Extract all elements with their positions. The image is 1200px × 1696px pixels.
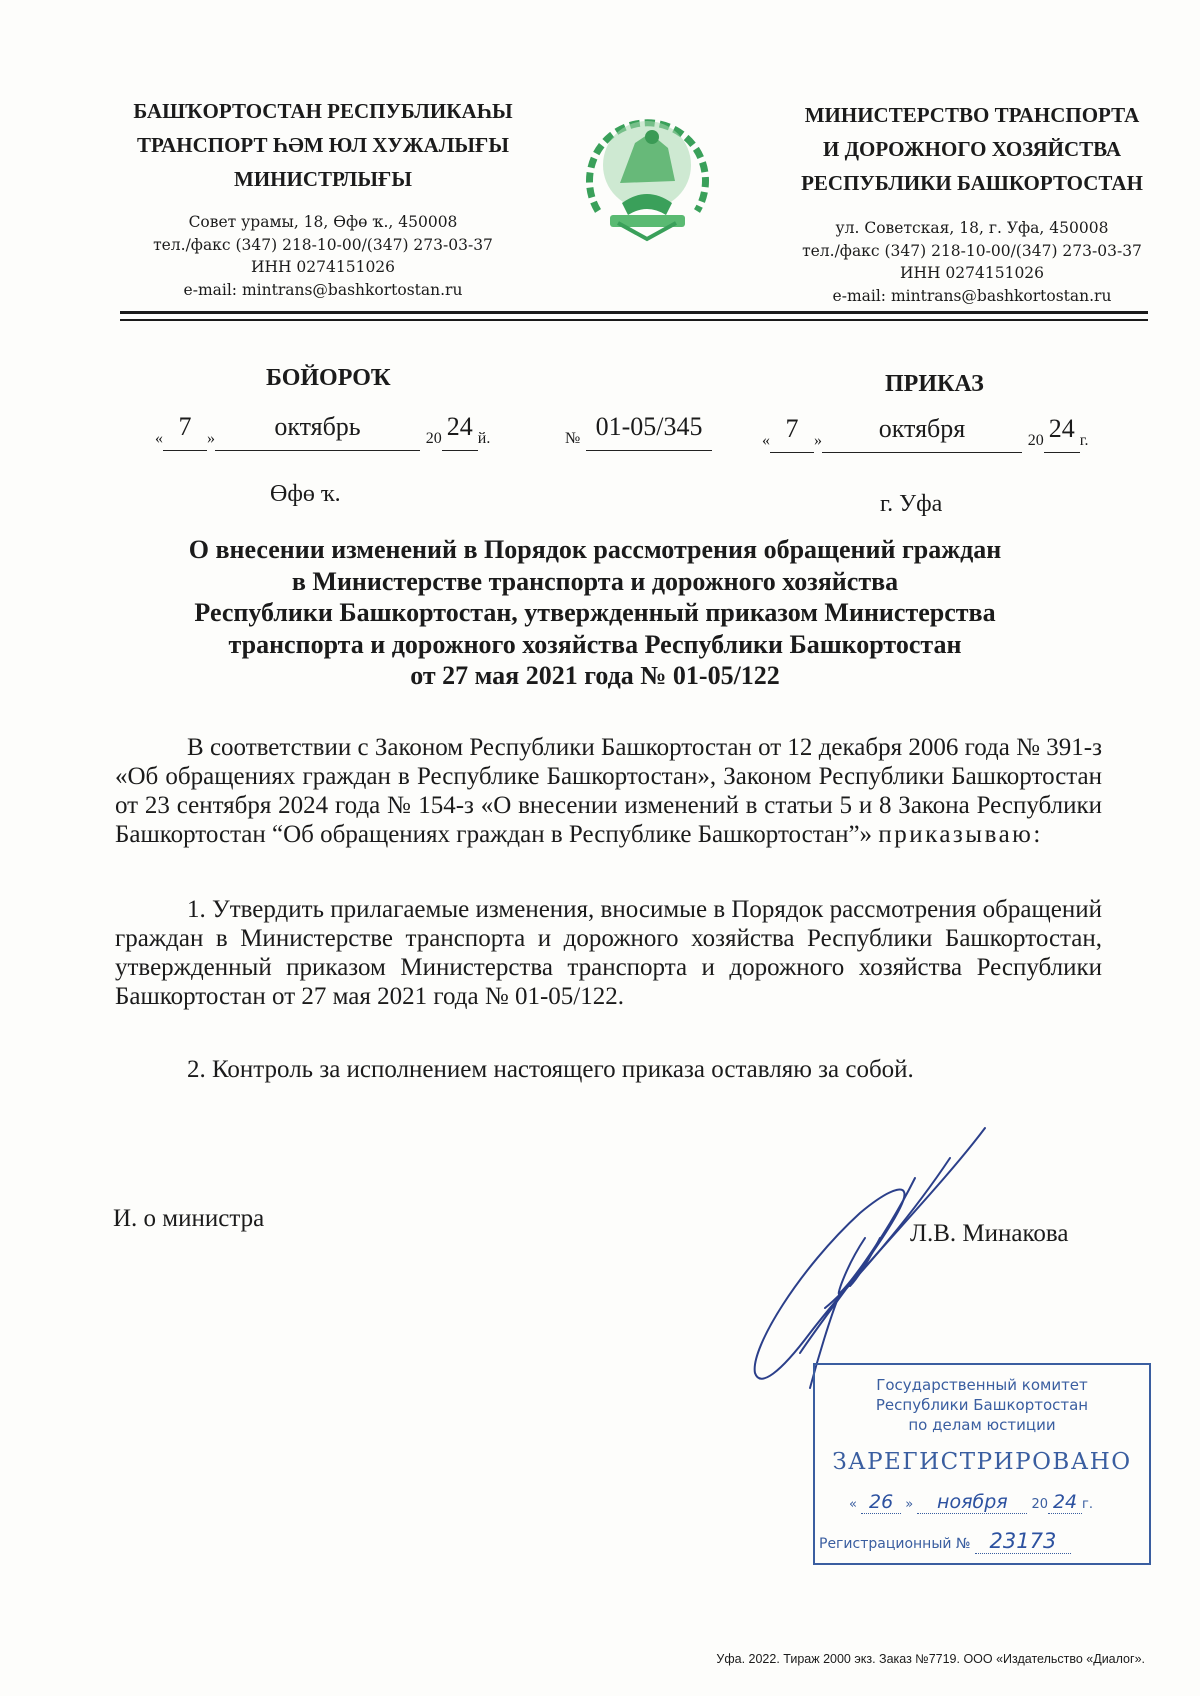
date-day-field xyxy=(163,412,207,451)
registration-stamp xyxy=(813,1363,1151,1565)
inn-line: ИНН 0274151026 xyxy=(899,264,1045,282)
stamp-line: Государственный комитет xyxy=(876,1376,1088,1394)
header-right-address xyxy=(762,217,1182,307)
document-kind-russian: ПРИКАЗ xyxy=(885,371,984,397)
stamp-date xyxy=(849,1491,1093,1514)
order-word: приказываю: xyxy=(878,821,1043,848)
header-divider-thin xyxy=(120,319,1148,321)
header-left-title xyxy=(108,94,538,196)
number-sign: № xyxy=(565,430,581,447)
title-line: в Министерстве транспорта и дорожного хозяйства xyxy=(291,566,899,596)
stamp-year: 24 xyxy=(1048,1491,1082,1514)
date-year: 24 xyxy=(446,412,473,441)
date-century: 20 xyxy=(425,430,442,447)
date-year-field xyxy=(1044,414,1080,453)
quote-open: « xyxy=(155,430,163,447)
date-month: октября xyxy=(878,414,966,443)
document-kind-bashkir: БОЙОРОҠ xyxy=(266,365,391,391)
preamble-text: В соответствии с Законом Республики Башкортостан от 12 декабря 2006 года № 391-з «Об обращениях граждан в Республике Башкортостан», Законом Республики Башкортостан от 23 сентября 2024 года № 154-з «О внесении изменений в статьи 5 и 8 Закона Республики Башкортостан “Об обращениях граждан в Республике Башкортостан”» xyxy=(115,734,1102,848)
date-year-field xyxy=(442,412,478,451)
order-number-field xyxy=(586,412,712,451)
title-line: от 27 мая 2021 года № 01-05/122 xyxy=(410,661,780,690)
header-right-title-line: МИНИСТЕРСТВО ТРАНСПОРТА xyxy=(804,103,1140,127)
header-left-title-line: МИНИСТРЛЫҒЫ xyxy=(234,167,412,191)
title-line: Республики Башкортостан, утвержденный приказом Министерства xyxy=(194,598,996,627)
order-number xyxy=(565,412,712,451)
header-divider-thick xyxy=(120,311,1148,314)
title-line: транспорта и дорожного хозяйства Республики Башкортостан xyxy=(228,629,962,659)
signatory-position: И. о министра xyxy=(113,1205,265,1232)
date-month: октябрь xyxy=(274,412,361,441)
preamble-paragraph xyxy=(115,733,1102,849)
quote-close: » xyxy=(905,1497,914,1512)
address-line: Совет урамы, 18, Өфө ҡ., 450008 xyxy=(188,213,458,231)
date-month-field xyxy=(215,412,420,451)
email-line: e-mail: mintrans@bashkortostan.ru xyxy=(183,280,463,299)
date-day: 7 xyxy=(178,412,192,441)
stamp-status: ЗАРЕГИСТРИРОВАНО xyxy=(832,1449,1132,1475)
phone-line: тел./факс (347) 218-10-00/(347) 273-03-37 xyxy=(802,241,1142,260)
date-right xyxy=(762,414,1089,453)
date-left xyxy=(155,412,491,451)
header-right-title xyxy=(762,98,1182,200)
document-title xyxy=(130,534,1060,692)
title-line: О внесении изменений в Порядок рассмотрения обращений граждан xyxy=(188,535,1002,564)
date-day-field xyxy=(770,414,814,453)
quote-open: « xyxy=(762,432,770,449)
stamp-line: по делам юстиции xyxy=(908,1416,1056,1434)
city-bashkir: Өфө ҡ. xyxy=(270,481,341,507)
printer-footer: Уфа. 2022. Тираж 2000 экз. Заказ №7719. ООО «Издательство «Диалог». xyxy=(716,1652,1145,1666)
stamp-reg-label: Регистрационный № xyxy=(819,1536,971,1552)
email-line: e-mail: mintrans@bashkortostan.ru xyxy=(832,286,1112,305)
stamp-reg-number: 23173 xyxy=(975,1529,1071,1554)
date-month-field xyxy=(822,414,1022,453)
date-suffix: й. xyxy=(477,430,491,447)
order-number-value: 01-05/345 xyxy=(595,412,703,441)
date-year: 24 xyxy=(1048,414,1075,443)
quote-close: » xyxy=(814,432,822,449)
coat-of-arms-emblem-icon xyxy=(580,103,715,243)
header-left-title-line: ТРАНСПОРТ ҺӘМ ЮЛ ХУЖАЛЫҒЫ xyxy=(136,133,510,157)
header-right-title-line: РЕСПУБЛИКИ БАШКОРТОСТАН xyxy=(801,171,1143,195)
address-line: ул. Советская, 18, г. Уфа, 450008 xyxy=(835,219,1109,237)
header-right-title-line: И ДОРОЖНОГО ХОЗЯЙСТВА xyxy=(823,137,1121,161)
header-right xyxy=(762,98,1182,307)
item-1-paragraph: 1. Утвердить прилагаемые изменения, вносимые в Порядок рассмотрения обращений граждан в Министерстве транспорта и дорожного хозяйства Республики Башкортостан, утвержденный приказом Министерства транспорта и дорожного хозяйства Республики Башкортостан от 27 мая 2021 года № 01-05/122. xyxy=(115,896,1102,1010)
date-suffix: г. xyxy=(1079,432,1089,449)
date-day: 7 xyxy=(785,414,799,443)
quote-close: » xyxy=(207,430,215,447)
stamp-suffix: г. xyxy=(1082,1497,1094,1512)
item-2-paragraph: 2. Контроль за исполнением настоящего приказа оставляю за собой. xyxy=(187,1056,914,1083)
header-left-title-line: БАШҠОРТОСТАН РЕСПУБЛИКАҺЫ xyxy=(133,99,513,123)
stamp-line: Республики Башкортостан xyxy=(875,1396,1089,1414)
header-left xyxy=(108,94,538,301)
date-century: 20 xyxy=(1027,432,1044,449)
stamp-month: ноября xyxy=(917,1491,1027,1514)
phone-line: тел./факс (347) 218-10-00/(347) 273-03-37 xyxy=(153,235,493,254)
quote-open: « xyxy=(849,1497,857,1512)
stamp-century: 20 xyxy=(1031,1497,1049,1512)
signatory-name: Л.В. Минакова xyxy=(910,1220,1069,1247)
city-russian: г. Уфа xyxy=(880,491,943,517)
header-left-address xyxy=(108,211,538,301)
stamp-day: 26 xyxy=(861,1491,901,1514)
inn-line: ИНН 0274151026 xyxy=(250,258,396,276)
stamp-registration xyxy=(819,1529,1071,1554)
